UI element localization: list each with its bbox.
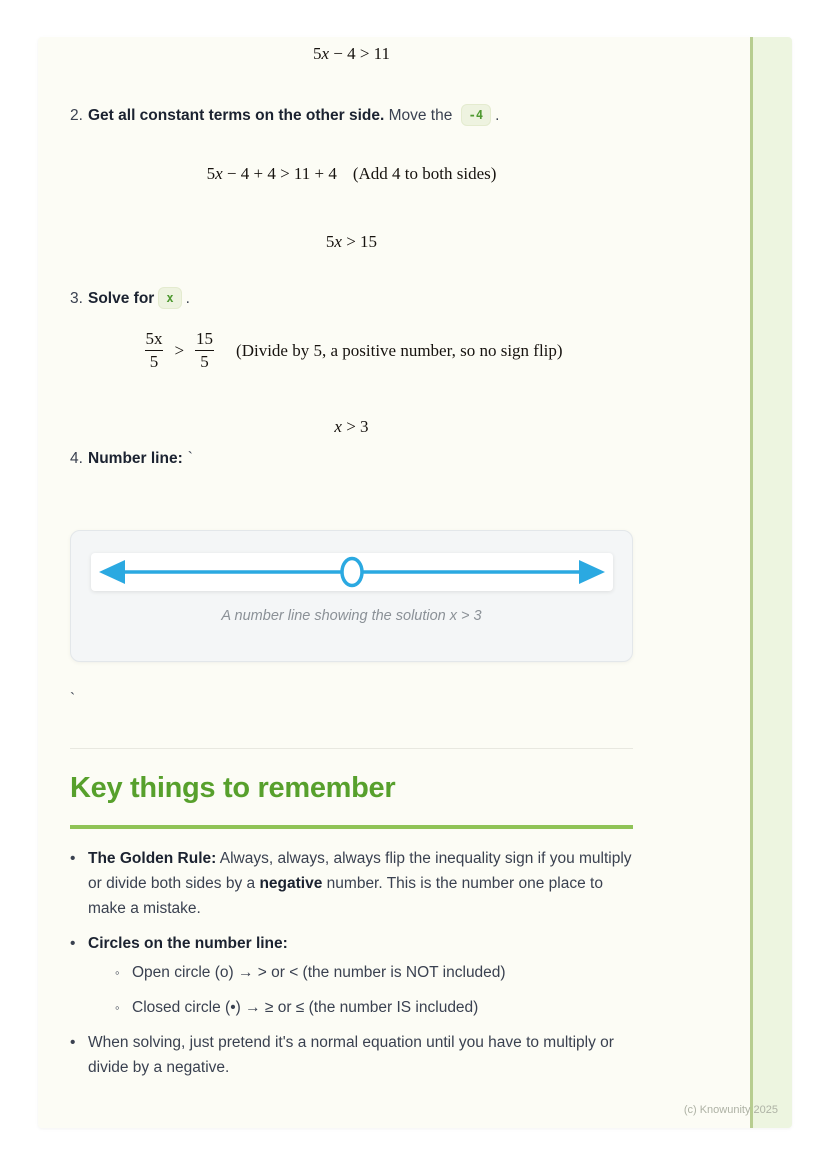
right-arrow-icon xyxy=(579,560,605,584)
fraction-left xyxy=(140,328,167,373)
step-bold-text: Solve for xyxy=(88,290,155,307)
equation-initial xyxy=(70,42,633,66)
equation-5x-gt-15 xyxy=(70,230,633,254)
step-bold-text: Number line: xyxy=(88,450,183,467)
step-text xyxy=(88,104,499,128)
sub-bullet-closed-circle xyxy=(115,995,506,1020)
bullet-circles xyxy=(70,931,633,1020)
equation-solution xyxy=(70,415,633,439)
math-coefficient: 5 xyxy=(312,44,322,63)
step-number: 2. xyxy=(70,107,83,124)
fraction-denominator: 5 xyxy=(195,350,214,373)
bullet-bold-text: The Golden Rule: xyxy=(88,850,217,867)
math-coefficient: 5 xyxy=(206,164,216,183)
math-rest: > 15 xyxy=(341,232,378,251)
step-suffix: . xyxy=(185,290,190,307)
math-rest: > 3 xyxy=(341,417,369,436)
sub-bullet-icon: ◦ xyxy=(115,1000,120,1015)
heading-underline xyxy=(70,825,633,829)
sub-bullet-icon: ◦ xyxy=(115,965,120,980)
sub-bullet-open-circle xyxy=(115,960,506,985)
bullet-regular-text: Always, always, always flip the inequality sign if you multiply or divide both sides by a xyxy=(88,850,632,892)
math-coefficient: 5 xyxy=(325,232,335,251)
number-line-strip xyxy=(91,553,613,591)
sub-bullet-text: Closed circle (•) → ≥ or ≤ (the number IS included) xyxy=(132,999,479,1016)
equation-add-four xyxy=(70,162,633,186)
math-variable: x xyxy=(321,44,329,63)
step-regular-text: Move the xyxy=(384,107,457,124)
step-3-item xyxy=(70,287,633,311)
step-bold-text: Get all constant terms on the other side. xyxy=(88,107,385,124)
math-variable: x xyxy=(334,232,342,251)
step-suffix: . xyxy=(495,107,500,124)
bullet-text xyxy=(88,846,633,921)
number-line-card xyxy=(70,530,633,662)
bullet-regular-text: number. This is the number one place to make a mistake. xyxy=(88,875,603,917)
page-card xyxy=(38,37,792,1128)
step-number: 3. xyxy=(70,290,83,307)
page-margin-stripe xyxy=(750,37,792,1128)
section-heading: Key things to remember xyxy=(70,772,396,804)
math-annotation: (Divide by 5, a positive number, so no sign flip) xyxy=(236,340,563,360)
bullet-icon: • xyxy=(70,935,76,952)
step-suffix: ` xyxy=(187,450,193,467)
step-number: 4. xyxy=(70,450,83,467)
math-variable: x xyxy=(153,329,163,348)
math-rest: − 4 > 11 xyxy=(329,44,391,63)
step-text xyxy=(88,287,190,311)
fraction-right xyxy=(191,328,218,373)
math-annotation: (Add 4 to both sides) xyxy=(352,164,497,183)
inequality-sign: > xyxy=(174,340,185,360)
page-footer: (c) Knowunity 2025 xyxy=(683,1104,778,1116)
bullet-bold-text: negative xyxy=(259,875,323,892)
section-divider xyxy=(70,748,633,749)
step-4-item xyxy=(70,447,633,471)
math-rest: − 4 + 4 > 11 + 4 xyxy=(222,164,337,183)
sub-bullet-text: Open circle (o) → > or < (the number is NOT included) xyxy=(132,964,506,981)
bullet-text: When solving, just pretend it's a normal equation until you have to multiply or divide by a negative. xyxy=(88,1034,614,1076)
key-points-list xyxy=(70,846,633,1080)
equation-divide-by-5 xyxy=(70,322,633,379)
number-line-graphic xyxy=(91,553,613,591)
number-line-caption: A number line showing the solution x > 3 xyxy=(221,608,482,624)
fraction-numerator xyxy=(140,328,167,350)
step-text xyxy=(88,447,193,471)
bullet-text xyxy=(88,931,506,1020)
bullet-bold-text: Circles on the number line: xyxy=(88,935,288,952)
math-variable: x xyxy=(215,164,223,183)
open-circle-icon xyxy=(342,559,362,586)
fraction-denominator: 5 xyxy=(145,350,164,373)
step-2-item xyxy=(70,104,633,128)
left-arrow-icon xyxy=(99,560,125,584)
bullet-golden-rule xyxy=(70,846,633,921)
sub-bullet-list xyxy=(115,960,506,1020)
math-variable: x xyxy=(334,417,342,436)
math-coefficient: 5 xyxy=(145,329,154,348)
bullet-icon: • xyxy=(70,1034,76,1051)
inline-code-badge-x: x xyxy=(158,287,181,309)
fraction-numerator: 15 xyxy=(196,329,214,348)
bullet-solving-tip xyxy=(70,1030,633,1080)
document-content xyxy=(70,42,633,1080)
stray-backtick: ` xyxy=(70,691,76,708)
inline-code-badge-minus4: -4 xyxy=(461,104,491,126)
bullet-icon: • xyxy=(70,850,76,867)
